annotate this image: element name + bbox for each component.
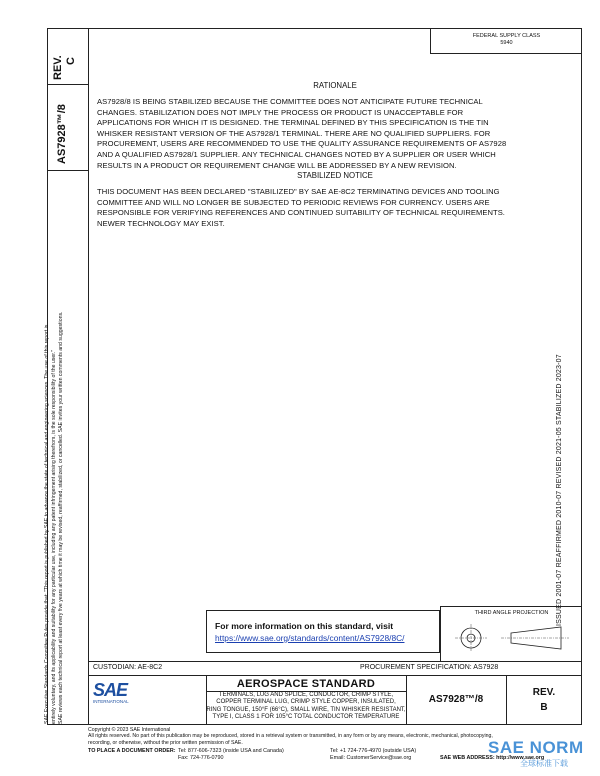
projection-label: THIRD ANGLE PROJECTION [474, 610, 549, 616]
order-tel-domestic: Tel: 877-606-7323 (inside USA and Canada) [178, 748, 284, 754]
more-info-box [206, 610, 440, 653]
stabilized-line: COMMITTEE AND WILL NO LONGER BE SUBJECTED TO PERIODIC REVIEWS FOR CURRENCY. USERS ARE [97, 197, 490, 207]
watermark-subtitle: 全球标准下载 [520, 759, 568, 768]
sidebar-disclaimer-1: SAE Executive Standards Committee Rules provide that: "This report is published by SAE to advance the state of technical and engineering sciences. The use of this report is [44, 324, 50, 724]
order-tel-international: Tel: +1 724-776-4970 (outside USA) [330, 748, 417, 754]
watermark-text: SAE NORM [488, 738, 584, 757]
rationale-line: PROCUREMENT, USERS ARE RECOMMENDED TO USE THE QUALITY ASSURANCE REQUIREMENTS OF AS7928 [97, 139, 507, 149]
order-fax: Fax: 724-776-0790 [178, 755, 224, 761]
description-line: COPPER TERMINAL LUG, CRIMP STYLE COPPER, INSULATED, [216, 699, 396, 706]
procurement-spec-label: PROCUREMENT SPECIFICATION: AS7928 [360, 664, 499, 671]
sae-logo-text: SAE [93, 680, 128, 700]
stabilized-notice-body [97, 187, 577, 229]
projection-box [440, 606, 582, 661]
rationale-line: CHANGES. STABILIZATION DOES NOT IMPLY THE PROCESS OR PRODUCT IS UNACCEPTABLE FOR [97, 107, 464, 117]
sidebar-rev-value: C [65, 57, 77, 65]
sidebar-divider [47, 170, 88, 171]
sidebar-divider [47, 84, 88, 85]
sae-web-address[interactable]: SAE WEB ADDRESS: http://www.sae.org [440, 755, 545, 761]
description-line: TYPE I, CLASS 1 FOR 105°C TOTAL CONDUCTOR TEMPERATURE [212, 713, 400, 720]
revision-history: ISSUED 2001-07 REAFFIRMED 2010-07 REVISED 2021-05 STABILIZED 2023-07 [556, 354, 563, 626]
title-block-rev-value: B [540, 702, 548, 713]
sidebar-disclaimer-2: entirely voluntary, and its applicability and suitability for any particular use, including any patent infringement arising therefrom, is the sole responsibility of the user." [51, 350, 57, 724]
stabilized-line: RESPONSIBLE FOR VERIFYING REFERENCES AND CONTINUED SUITABILITY OF TECHNICAL REQUIREMENTS. [97, 208, 505, 218]
aerospace-standard-label: AEROSPACE STANDARD [236, 678, 376, 690]
sae-logo-subtitle: INTERNATIONAL [93, 699, 129, 704]
rights-line: All rights reserved. No part of this publication may be reproduced, stored in a retrieval system or transmitted, in any form or by any means, electronic, mechanical, photocopying, [88, 733, 493, 740]
title-block-doc-number: AS7928™/8 [428, 694, 484, 705]
title-block-vline [506, 675, 507, 725]
custodian-label: CUSTODIAN: AE-8C2 [93, 664, 163, 671]
sidebar-disclaimer-3: SAE reviews each technical report at least every five years at which time it may be revised, reaffirmed, stabilized, or cancelled. SAE invites your written comments and suggestions. [58, 311, 64, 724]
rights-line: recording, or otherwise, without the prior written permission of SAE. [88, 739, 243, 746]
order-label: TO PLACE A DOCUMENT ORDER: [88, 748, 176, 754]
sidebar-rev-label: REV. [52, 55, 64, 80]
description-line: RING TONGUE, 150°F (66°C), SMALL WIRE, TIN WHISKER RESISTANT, [206, 706, 406, 713]
rationale-body [97, 97, 577, 171]
rationale-line: WHISKER RESISTANT VERSION OF THE AS7928/1 TERMINAL. THERE ARE NO QUALIFIED SUPPLIERS. FOR [97, 128, 491, 138]
stabilized-line: NEWER TECHNOLOGY MAY EXIST. [97, 218, 225, 228]
federal-supply-class-box [430, 28, 582, 54]
rationale-line: APPLICATIONS FOR WHICH IT IS DESIGNED. THE TERMINAL DEFINED BY THIS SPECIFICATION IS THE TIN [97, 118, 489, 128]
third-angle-projection-icon [441, 617, 581, 659]
federal-supply-class-label: FEDERAL SUPPLY CLASS [472, 33, 541, 39]
stabilized-notice-title: STABILIZED NOTICE [297, 171, 373, 180]
order-email[interactable]: Email: CustomerService@sae.org [330, 755, 412, 761]
federal-supply-class-value: 5940 [500, 40, 513, 46]
rationale-title: RATIONALE [313, 81, 357, 90]
standard-link[interactable]: https://www.sae.org/standards/content/AS7928/8C/ [215, 633, 405, 643]
title-block-top-line [88, 661, 582, 662]
rationale-line: AND A QUALIFIED AS7928/1 SUPPLIER. ANY TECHNICAL CHANGES NOTED BY A SUPPLIER OR USER WHICH [97, 149, 496, 159]
sidebar-doc-number: AS7928™/8 [56, 104, 68, 164]
stabilized-line: THIS DOCUMENT HAS BEEN DECLARED "STABILIZED" BY SAE AE-8C2 TERMINATING DEVICES AND TOOLING [97, 187, 500, 196]
more-info-text: For more information on this standard, visit [215, 621, 394, 631]
copyright-line: Copyright © 2023 SAE International [88, 727, 171, 733]
description-line: TERMINALS, LUG AND SPLICE, CONDUCTOR, CRIMP STYLE, [218, 692, 394, 698]
rationale-line: RESULTS IN A PRODUCT OR REQUIREMENT CHANGE WILL BE ADDRESSED BY A NEW REVISION. [97, 160, 457, 170]
document-description [206, 692, 406, 721]
sae-logo [93, 680, 193, 720]
rationale-line: AS7928/8 IS BEING STABILIZED BECAUSE THE COMMITTEE DOES NOT ANTICIPATE FUTURE TECHNICAL [97, 97, 483, 106]
title-block-divider [88, 675, 582, 676]
title-block-rev-label: REV. [532, 687, 556, 698]
